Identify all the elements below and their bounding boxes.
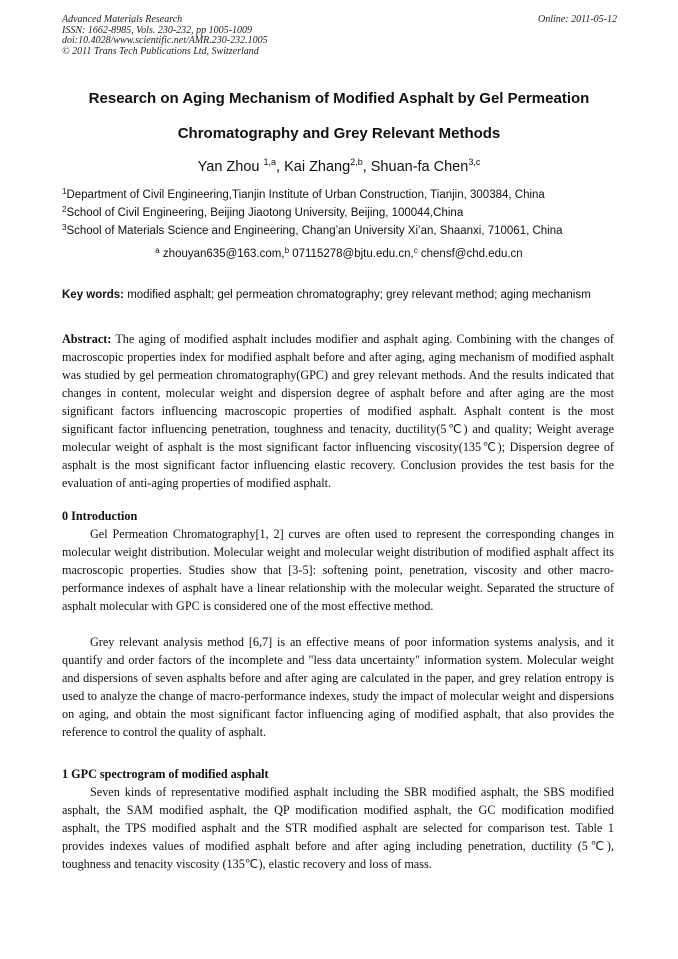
author-affiliation-mark: 3,c (468, 157, 481, 167)
copyright-line: © 2011 Trans Tech Publications Ltd, Switzerland (62, 45, 259, 57)
journal-name: Advanced Materials Research (62, 14, 183, 25)
paper-title-line-2: Chromatography and Grey Relevant Methods (177, 125, 501, 142)
online-date: Online: 2011-05-12 (538, 14, 617, 25)
author-list (0, 159, 678, 175)
author-name: Kai Zhang (284, 159, 351, 175)
issn-line: ISSN: 1662-8985, Vols. 230-232, pp 1005-1009 (62, 24, 252, 36)
abstract-text: The aging of modified asphalt includes modifier and asphalt aging. Combining with the changes of macroscopic properties index for modified asphalt before and after aging, aging mechanism of modified asphalt was studied by gel permeation chromatography(GPC) and grey relevant methods. And the results indicated that changes in content, molecular weight and dispersion degree of asphalt before and after aging are the most significant factors influencing macroscopic properties of modified asphalt. Asphalt content is the most significant factor influencing penetration, toughness and tenacity, ductility(5℃) and quality; Weight average molecular weight of asphalt is the most significant factor influencing viscosity(135℃); Dispersion degree of asphalt is the most significant factor influencing elastic recovery. Conclusion provides the test basis for the evaluation of anti-aging properties of modified asphalt. (62, 332, 614, 490)
paper-title-line-1: Research on Aging Mechanism of Modified Asphalt by Gel Permeation (88, 90, 590, 107)
email-address: zhouyan635@163.com, (159, 248, 285, 260)
email-mark: c (413, 246, 418, 255)
affiliation-mark: 3 (62, 223, 67, 232)
keywords-text: modified asphalt; gel permeation chromatography; grey relevant method; aging mechanism (124, 289, 591, 301)
author-name: Shuan-fa Chen (370, 159, 469, 175)
author-separator: , (362, 159, 371, 175)
email-address: 07115278@bjtu.edu.cn, (289, 248, 414, 260)
keywords (62, 287, 592, 303)
author-separator: , (276, 159, 285, 175)
affiliation-3 (62, 225, 622, 237)
email-mark: b (284, 246, 290, 255)
section-heading-gpc: 1 GPC spectrogram of modified asphalt (62, 767, 269, 781)
author-name: Yan Zhou (197, 159, 264, 175)
abstract (62, 330, 614, 492)
author-affiliation-mark: 2,b (350, 157, 363, 167)
keywords-label: Key words: (62, 289, 124, 301)
section-heading-introduction: 0 Introduction (62, 509, 138, 523)
email-mark: a (155, 246, 160, 255)
journal-header (62, 15, 617, 57)
author-emails (0, 248, 678, 260)
affiliation-text: Department of Civil Engineering,Tianjin Institute of Urban Construction, Tianjin, 300384, China (66, 189, 545, 201)
affiliation-text: School of Materials Science and Engineering, Chang’an University Xi’an, Shaanxi, 710061, China (66, 225, 563, 237)
affiliation-mark: 2 (62, 205, 67, 214)
introduction-paragraph-2: Grey relevant analysis method [6,7] is an effective means of poor information systems analysis, and it quantify and order factors of the incomplete and "less data uncertainty" information system. Molecular weight and dispersions of seven asphalts before and after aging are calculated in the paper, and grey relation entropy is used to analyze the change of macro-performance indexes, study the impact of molecular weight and dispersions on aging, and obtain the most significant factor influencing aging of modified asphalt, that also provides the reference to control the quality of asphalt. (62, 635, 614, 739)
affiliation-2 (62, 207, 622, 219)
abstract-label: Abstract: (62, 332, 112, 346)
doi-line: doi:10.4028/www.scientific.net/AMR.230-232.1005 (62, 35, 268, 46)
introduction-paragraph-1: Gel Permeation Chromatography[1, 2] curves are often used to represent the corresponding changes in molecular weight distribution. Molecular weight and molecular weight distribution of modified asphalt affect its macroscopic properties. Studies show that [3-5]: softening point, penetration, viscosity and other macro-performance indexes of asphalt have a linear relationship with the molecular weight. Separated the structure of asphalt molecular with GPC is considered one of the most effective method. (62, 527, 614, 613)
affiliation-mark: 1 (62, 187, 67, 196)
affiliation-text: School of Civil Engineering, Beijing Jiaotong University, Beijing, 100044,China (66, 207, 464, 219)
affiliation-1 (62, 189, 622, 201)
author-affiliation-mark: 1,a (263, 157, 277, 167)
gpc-paragraph-1: Seven kinds of representative modified asphalt including the SBR modified asphalt, the SBS modified asphalt, the SAM modified asphalt, the QP modification modified asphalt, the GC modification modified asphalt, the TPS modified asphalt and the STR modified asphalt are selected for comparison test. Table 1 provides indexes values of modified asphalt before and after aging including penetration, ductility (5℃), toughness and tenacity viscosity (135℃), elastic recovery and loss of mass. (62, 785, 614, 871)
email-address: chensf@chd.edu.cn (417, 248, 523, 260)
